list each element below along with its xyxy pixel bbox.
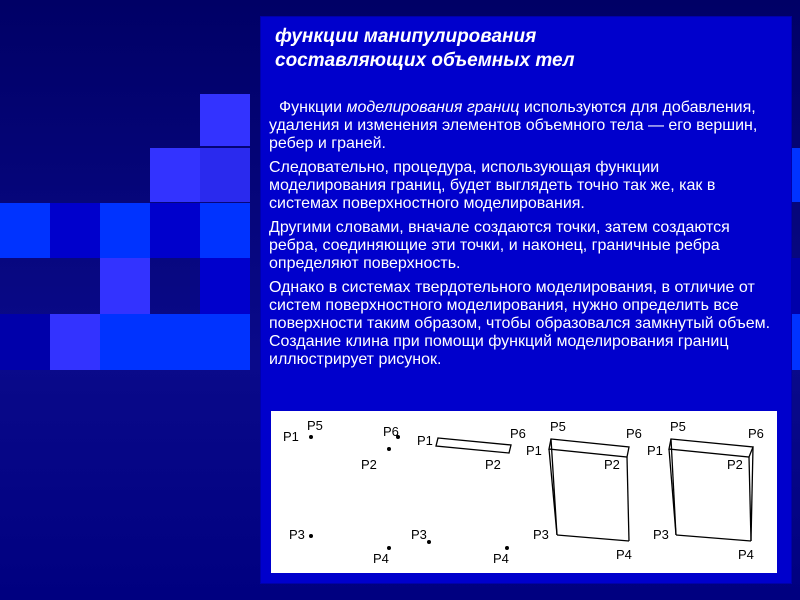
stage-complete-wedge — [647, 419, 764, 562]
bg-tile — [50, 203, 100, 258]
label-p4: P4 — [738, 547, 754, 562]
slide-body — [269, 99, 779, 375]
label-p1: P1 — [647, 443, 663, 458]
bg-tile — [100, 314, 250, 370]
label-p5: P5 — [670, 419, 686, 434]
label-p1: P1 — [526, 443, 542, 458]
label-p5: P5 — [307, 418, 323, 433]
label-p3: P3 — [289, 527, 305, 542]
title-line-1: функции манипулирования — [275, 26, 537, 47]
label-p3: P3 — [411, 527, 427, 542]
stage-edges — [411, 426, 526, 566]
point-p4 — [387, 546, 391, 550]
bg-tile — [150, 148, 200, 202]
title-line-2: составляющих объемных тел — [275, 50, 575, 71]
bg-tile — [200, 148, 250, 202]
label-p6: P6 — [383, 424, 399, 439]
bg-tile — [200, 94, 250, 146]
stage-partial-wedge — [526, 419, 642, 562]
content-panel — [260, 16, 792, 584]
point-p1 — [309, 435, 313, 439]
paragraph-4: Однако в системах твердотельного моделирования, в отличие от систем поверхностного моделирования, нужно определить все поверхности таким образом, чтобы образовался замкнутый объем. Создание клина при помощи функций моделирования границ иллюстрирует рисунок. — [269, 279, 771, 368]
bg-tile — [0, 203, 50, 258]
wedge-diagram-svg — [271, 411, 777, 573]
label-p1: P1 — [283, 429, 299, 444]
bg-tile — [150, 203, 200, 258]
label-p6: P6 — [626, 426, 642, 441]
paragraph-2: Следовательно, процедура, использующая функции моделирования границ, будет выглядеть точно так же, как в системах поверхностного моделирования. — [269, 159, 716, 212]
bg-tile — [50, 314, 100, 370]
label-p4: P4 — [493, 551, 509, 566]
bg-tile — [200, 258, 250, 314]
paragraph-3: Другими словами, вначале создаются точки, затем создаются ребра, соединяющие эти точки, и наконец, граничные ребра определяют поверхность. — [269, 219, 730, 272]
bg-tile — [0, 314, 50, 370]
para1-end: используются для добавления, удаления и изменения элементов объемного тела — его вершин, ребер и граней. — [269, 99, 758, 152]
label-p2: P2 — [727, 457, 743, 472]
label-p2: P2 — [485, 457, 501, 472]
label-p6: P6 — [748, 426, 764, 441]
stage-points — [283, 418, 400, 566]
label-p4: P4 — [373, 551, 389, 566]
slide-title — [275, 25, 775, 73]
label-p3: P3 — [653, 527, 669, 542]
bg-tile — [100, 203, 150, 258]
point-p3 — [309, 534, 313, 538]
paragraph-1 — [269, 99, 779, 153]
label-p4: P4 — [616, 547, 632, 562]
label-p2: P2 — [604, 457, 620, 472]
label-p3: P3 — [533, 527, 549, 542]
label-p5: P5 — [550, 419, 566, 434]
bg-tile — [100, 258, 150, 314]
para1-italic: моделирования границ — [346, 99, 520, 116]
point-p2 — [387, 447, 391, 451]
label-p6: P6 — [510, 426, 526, 441]
label-p1: P1 — [417, 433, 433, 448]
bg-tile — [200, 203, 250, 258]
wedge-diagram — [271, 411, 777, 573]
para1-start: Функции — [279, 99, 347, 116]
label-p2: P2 — [361, 457, 377, 472]
